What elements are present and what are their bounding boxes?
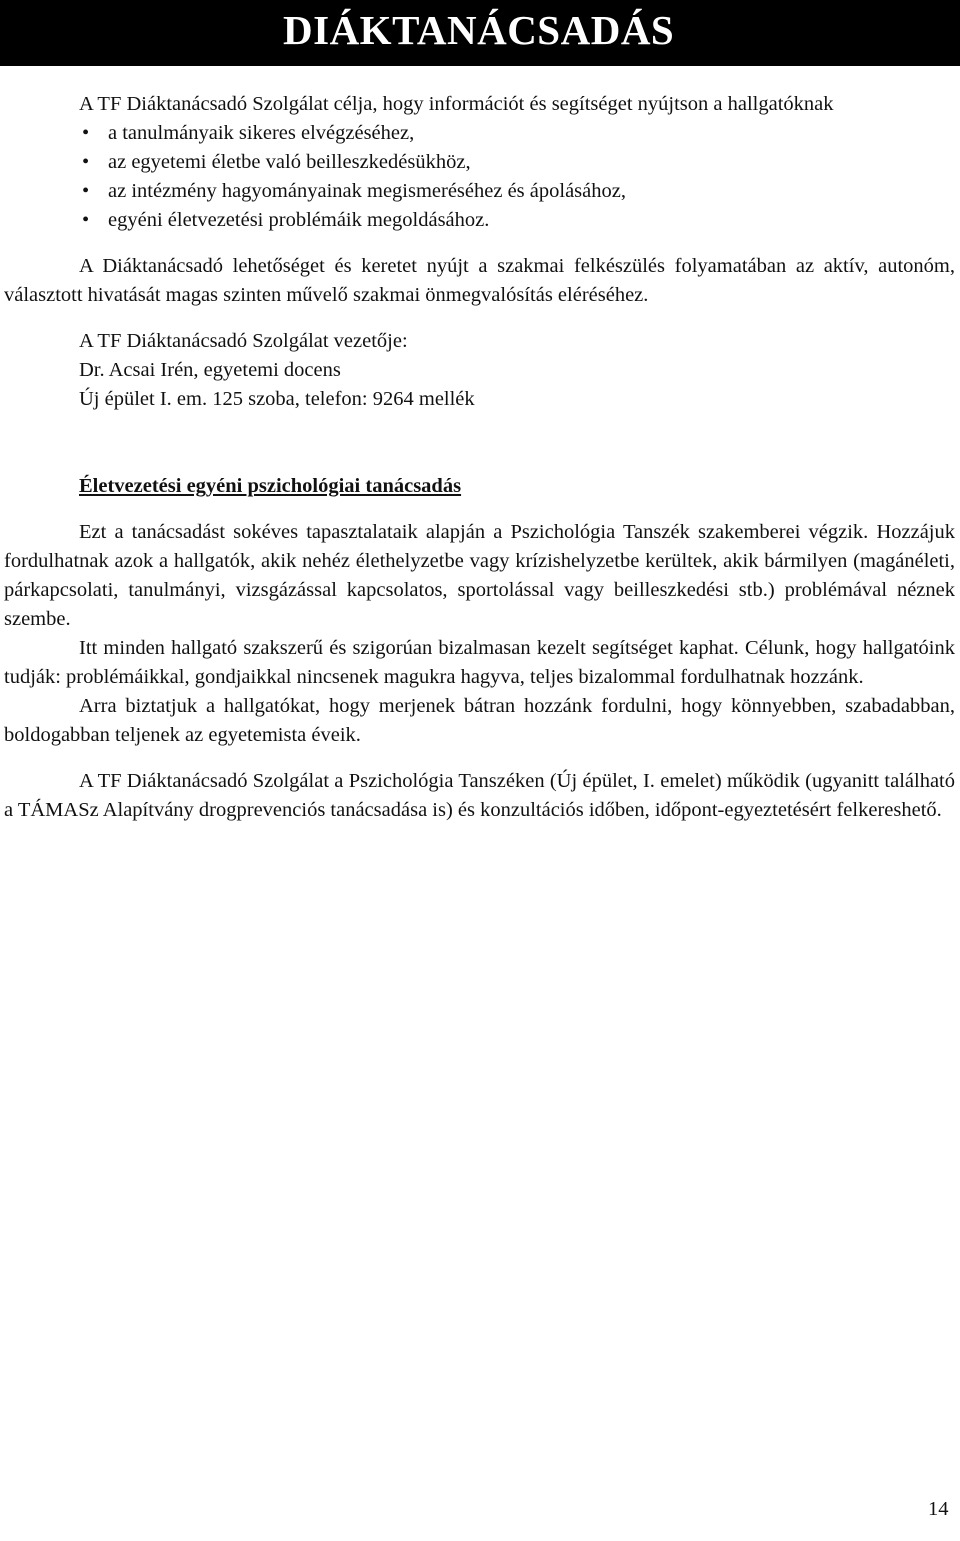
bullet-icon: • — [82, 180, 90, 202]
page-title: DIÁKTANÁCSADÁS — [283, 7, 675, 53]
bullet-icon: • — [82, 151, 90, 173]
section-heading: Életvezetési egyéni pszichológiai tanácsadás — [79, 475, 462, 497]
contact-location: Új épület I. em. 125 szoba, telefon: 9264 mellék — [79, 388, 475, 410]
contact-block — [4, 327, 955, 414]
section-paragraph: Ezt a tanácsadást sokéves tapasztalataik alapján a Pszichológia Tanszék szakemberei végzik. Hozzájuk fordulhatnak azok a hallgatók, akik nehéz élethelyzetbe vagy krízishelyzetbe kerültek, akik bármilyen (magánéleti, párkapcsolati, tanulmányi, vizsgázással kapcsolatos, sportolással vagy beilleszkedési stb.) problémával néznek szembe. — [4, 521, 955, 630]
contact-person: Dr. Acsai Irén, egyetemi docens — [79, 359, 341, 381]
closing-paragraph: A TF Diáktanácsadó Szolgálat a Pszichológia Tanszéken (Új épület, I. emelet) működik (ugyanitt található a TÁMASz Alapítvány drogprevenciós tanácsadása is) és konzultációs időben, időpont-egyeztetésért felkereshető. — [4, 770, 955, 821]
section-paragraph: Itt minden hallgató szakszerű és szigorúan bizalmasan kezelt segítséget kaphat. Célunk, hogy hallgatóink tudják: problémáikkal, gondjaikkal nincsenek magukra hagyva, teljes bizalommal fordulhatnak hozzánk. — [4, 637, 955, 688]
page-number: 14 — [928, 1498, 949, 1520]
document-body — [4, 90, 955, 825]
goals-list — [4, 119, 955, 235]
bullet-icon: • — [82, 209, 90, 231]
section-paragraph: Arra biztatjuk a hallgatókat, hogy merjenek bátran hozzánk fordulni, hogy könnyebben, szabadabban, boldogabban teljenek az egyetemista éveik. — [4, 695, 955, 746]
list-item: • az intézmény hagyományainak megismeréséhez és ápolásához, — [4, 177, 955, 206]
list-item: • a tanulmányaik sikeres elvégzéséhez, — [4, 119, 955, 148]
title-bar — [0, 0, 960, 66]
list-item: • egyéni életvezetési problémáik megoldásához. — [4, 206, 955, 235]
bullet-icon: • — [82, 122, 90, 144]
list-item: • az egyetemi életbe való beilleszkedésükhöz, — [4, 148, 955, 177]
intro-paragraph: A TF Diáktanácsadó Szolgálat célja, hogy információt és segítséget nyújtson a hallgatóknak — [79, 93, 834, 115]
mission-paragraph: A Diáktanácsadó lehetőséget és keretet nyújt a szakmai felkészülés folyamatában az aktív, autonóm, választott hivatását magas szinten művelő szakmai önmegvalósítás eléréséhez. — [4, 255, 955, 306]
contact-role: A TF Diáktanácsadó Szolgálat vezetője: — [79, 330, 408, 352]
